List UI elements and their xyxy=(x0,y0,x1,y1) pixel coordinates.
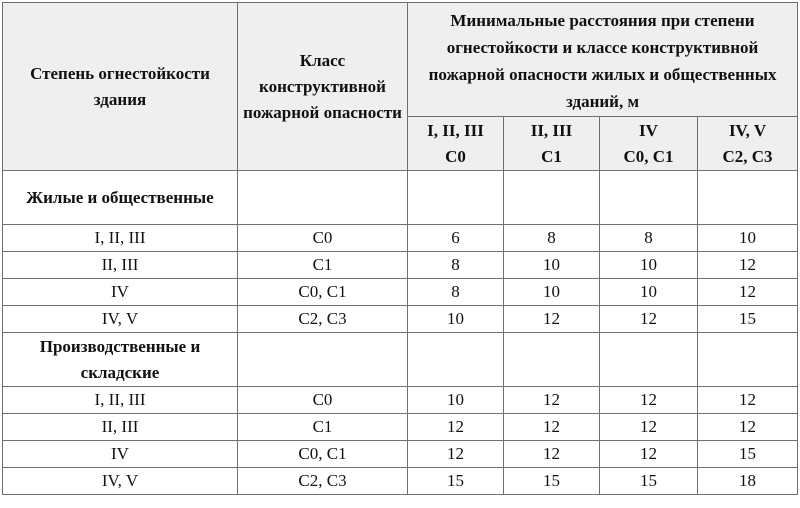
header-min-distances: Минимальные расстояния при степени огнестойкости и классе конструктивной пожарной опасности жилых и общественных зданий, м xyxy=(408,3,798,117)
cell-class: С1 xyxy=(238,414,408,441)
subheader-col-2: II, III С1 xyxy=(504,117,600,171)
cell-value: 15 xyxy=(408,468,504,495)
group-row-residential xyxy=(3,171,798,225)
group-row-industrial xyxy=(3,333,798,387)
header-fire-resistance-degree: Степень огнестойкости здания xyxy=(3,3,238,171)
cell-value: 12 xyxy=(600,441,698,468)
cell-value: 10 xyxy=(504,252,600,279)
header-construction-class: Класс конструктивной пожарной опасности xyxy=(238,3,408,171)
cell-value: 8 xyxy=(504,225,600,252)
table-row xyxy=(3,441,798,468)
table-row xyxy=(3,468,798,495)
cell-value: 12 xyxy=(504,306,600,333)
cell-degree: IV xyxy=(3,441,238,468)
cell-value: 10 xyxy=(698,225,798,252)
subheader-col-3: IV С0, С1 xyxy=(600,117,698,171)
cell-degree: II, III xyxy=(3,252,238,279)
cell-value: 6 xyxy=(408,225,504,252)
table-row xyxy=(3,225,798,252)
fire-distance-table xyxy=(2,2,798,495)
cell-value: 12 xyxy=(504,387,600,414)
cell-value: 12 xyxy=(504,414,600,441)
cell-degree: IV, V xyxy=(3,306,238,333)
cell-value: 15 xyxy=(698,441,798,468)
header-row xyxy=(3,3,798,117)
cell-value: 12 xyxy=(698,279,798,306)
subheader-col-4: IV, V С2, С3 xyxy=(698,117,798,171)
cell-value: 12 xyxy=(698,414,798,441)
cell-value: 15 xyxy=(600,468,698,495)
cell-value: 12 xyxy=(600,306,698,333)
table-row xyxy=(3,387,798,414)
cell-class: С0, С1 xyxy=(238,441,408,468)
cell-value: 10 xyxy=(600,279,698,306)
cell-value: 12 xyxy=(408,414,504,441)
cell-value: 10 xyxy=(600,252,698,279)
table-row xyxy=(3,279,798,306)
cell-value: 15 xyxy=(698,306,798,333)
group-title: Жилые и общественные xyxy=(3,171,238,225)
table-row xyxy=(3,306,798,333)
cell-degree: I, II, III xyxy=(3,387,238,414)
cell-value: 12 xyxy=(600,387,698,414)
cell-class: С0, С1 xyxy=(238,279,408,306)
cell-value: 15 xyxy=(504,468,600,495)
cell-value: 12 xyxy=(698,252,798,279)
cell-class: С0 xyxy=(238,225,408,252)
cell-degree: II, III xyxy=(3,414,238,441)
cell-value: 12 xyxy=(600,414,698,441)
group-title: Производственные и складские xyxy=(3,333,238,387)
table-row xyxy=(3,252,798,279)
cell-class: С2, С3 xyxy=(238,306,408,333)
cell-class: С1 xyxy=(238,252,408,279)
cell-class: С2, С3 xyxy=(238,468,408,495)
cell-value: 10 xyxy=(408,387,504,414)
cell-value: 12 xyxy=(698,387,798,414)
cell-value: 18 xyxy=(698,468,798,495)
cell-value: 8 xyxy=(408,279,504,306)
cell-value: 12 xyxy=(408,441,504,468)
cell-degree: IV xyxy=(3,279,238,306)
cell-value: 10 xyxy=(504,279,600,306)
cell-value: 12 xyxy=(504,441,600,468)
cell-value: 10 xyxy=(408,306,504,333)
cell-value: 8 xyxy=(600,225,698,252)
subheader-col-1: I, II, III С0 xyxy=(408,117,504,171)
cell-value: 8 xyxy=(408,252,504,279)
cell-class: С0 xyxy=(238,387,408,414)
cell-degree: I, II, III xyxy=(3,225,238,252)
cell-degree: IV, V xyxy=(3,468,238,495)
table-row xyxy=(3,414,798,441)
